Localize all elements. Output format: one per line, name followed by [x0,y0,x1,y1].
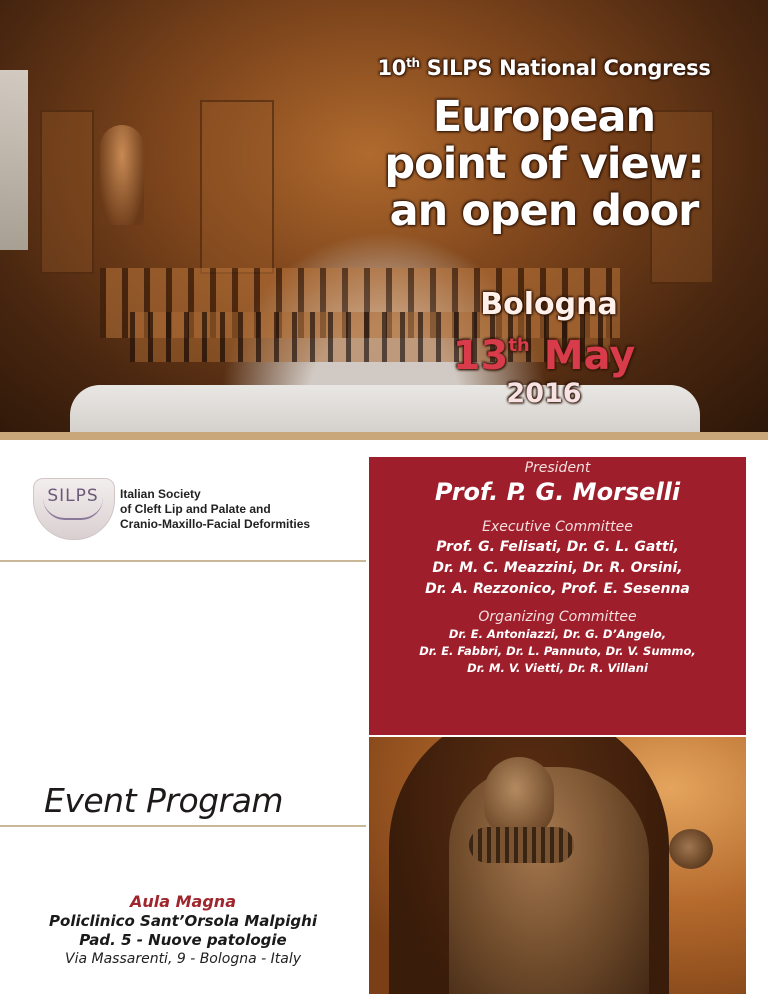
window-decoration [0,70,28,250]
title-line: point of view: [384,139,704,189]
statue-photo [369,737,746,994]
wood-panel [200,100,274,274]
hero-text [344,56,744,409]
event-year: 2016 [506,378,582,409]
organizing-label: Organizing Committee [478,609,637,625]
venue-hall: Aula Magna [130,892,236,911]
society-name [120,487,360,532]
organizing-members [369,626,746,677]
venue [0,892,366,968]
program-title: Event Program [44,781,284,820]
venue-pad: Pad. 5 - Nuove patologie [79,931,287,949]
president-name: Prof. P. G. Morselli [434,478,681,506]
executive-line: Prof. G. Felisati, Dr. G. L. Gatti, [436,539,679,555]
society-line: Italian Society [120,487,201,501]
event-date: 13th May [452,333,636,379]
city: Bologna [480,287,618,322]
divider [0,432,768,440]
statue-decoration [100,125,144,225]
silps-logo [33,478,113,540]
title-line: European [432,92,656,142]
executive-members [369,537,746,600]
congress-title: 10th SILPS National Congress [377,56,711,80]
statue-hand [669,829,713,869]
statue-ruff [469,827,574,863]
organizing-line: Dr. M. V. Vietti, Dr. R. Villani [467,661,648,675]
logo-text: SILPS [47,486,99,506]
society-line: Cranio-Maxillo-Facial Deformities [120,517,311,531]
statue-head [484,757,554,837]
main-title [344,94,744,235]
hero-image [0,0,768,440]
title-line: an open door [389,186,699,236]
organizing-line: Dr. E. Antoniazzi, Dr. G. D’Angelo, [448,627,667,641]
committee-panel [369,457,746,735]
wood-panel [40,110,94,274]
executive-line: Dr. M. C. Meazzini, Dr. R. Orsini, [432,560,683,576]
president-label: President [524,460,591,476]
divider [0,560,366,562]
executive-line: Dr. A. Rezzonico, Prof. E. Sesenna [425,581,690,597]
organizing-line: Dr. E. Fabbri, Dr. L. Pannuto, Dr. V. Summo, [419,644,696,658]
executive-label: Executive Committee [482,519,633,535]
divider [0,825,366,827]
venue-hospital: Policlinico Sant’Orsola Malpighi [49,912,317,930]
society-line: of Cleft Lip and Palate and [120,502,271,516]
venue-address: Via Massarenti, 9 - Bologna - Italy [65,951,301,967]
